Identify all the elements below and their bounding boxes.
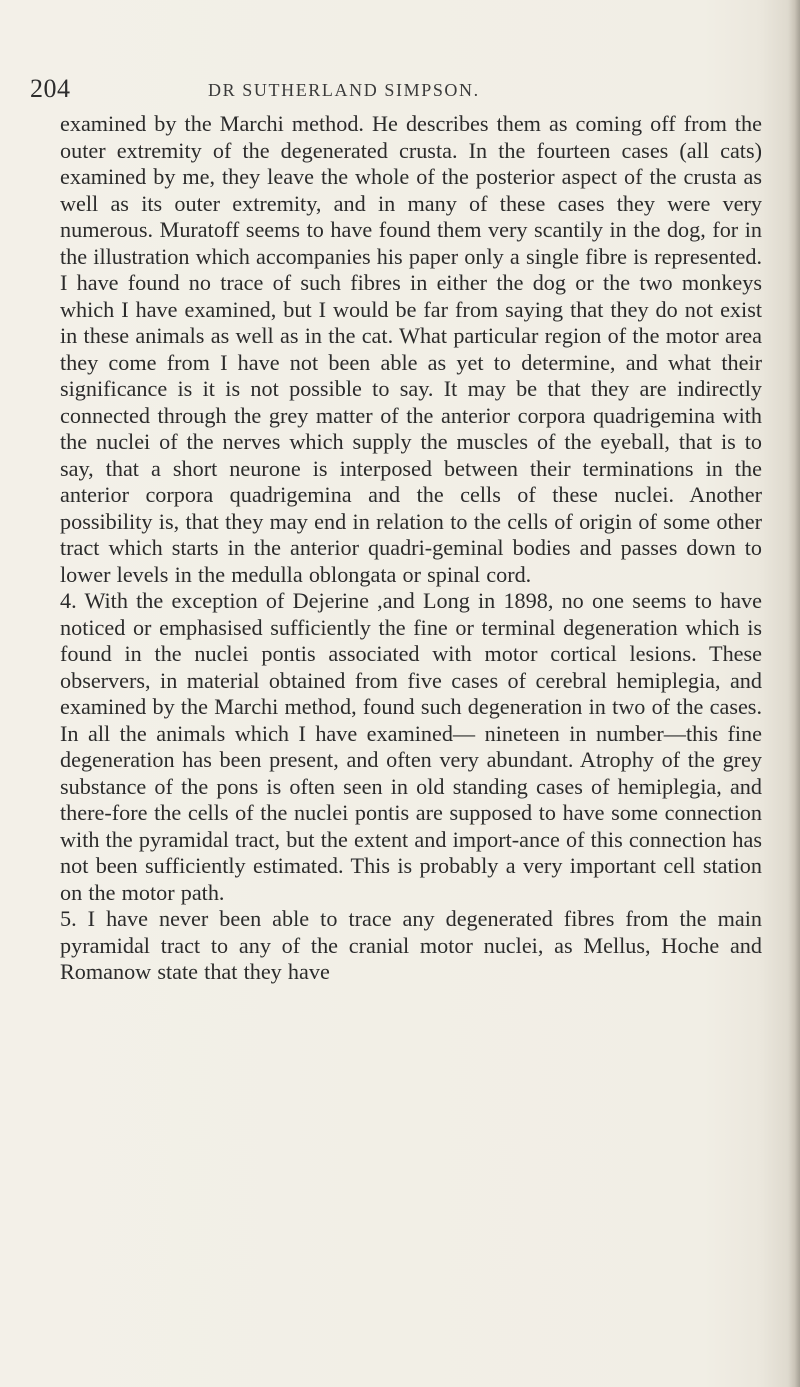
body-text [60,111,762,986]
page-header [30,74,690,104]
running-head: DR SUTHERLAND SIMPSON. [208,80,480,100]
page-number: 204 [30,74,71,103]
paragraph-continuation: examined by the Marchi method. He describes them as coming off from the outer extremity of the degenerated crusta. In the fourteen cases (all cats) examined by me, they leave the whole of the posterior aspect of the crusta as well as its outer extremity, and in many of these cases they were very numerous. Muratoff seems to have found them very scantily in the dog, for in the illustration which accompanies his paper only a single fibre is represented. I have found no trace of such fibres in either the dog or the two monkeys which I have examined, but I would be far from saying that they do not exist in these animals as well as in the cat. What particular region of the motor area they come from I have not been able as yet to determine, and what their significance is it is not possible to say. It may be that they are indirectly connected through the grey matter of the anterior corpora quadrigemina with the nuclei of the nerves which supply the muscles of the eyeball, that is to say, that a short neurone is interposed between their terminations in the anterior corpora quadrigemina and the cells of these nuclei. Another possibility is, that they may end in relation to the cells of origin of some other tract which starts in the anterior quadri-geminal bodies and passes down to lower levels in the medulla oblongata or spinal cord. [60,111,762,587]
paragraph-point-5: 5. I have never been able to trace any degenerated fibres from the main pyramidal tract to any of the cranial motor nuclei, as Mellus, Hoche and Romanow state that they have [60,906,762,984]
paragraph-point-4: 4. With the exception of Dejerine ,and Long in 1898, no one seems to have noticed or emphasised sufficiently the fine or terminal degeneration which is found in the nuclei pontis associated with motor cortical lesions. These observers, in material obtained from five cases of cerebral hemiplegia, and examined by the Marchi method, found such degeneration in two of the cases. In all the animals which I have examined— nineteen in number—this fine degeneration has been present, and often very abundant. Atrophy of the grey substance of the pons is often seen in old standing cases of hemiplegia, and there-fore the cells of the nuclei pontis are supposed to have some connection with the pyramidal tract, but the extent and import-ance of this connection has not been sufficiently estimated. This is probably a very important cell station on the motor path. [60,588,762,905]
page-edge-shadow [788,0,800,1387]
